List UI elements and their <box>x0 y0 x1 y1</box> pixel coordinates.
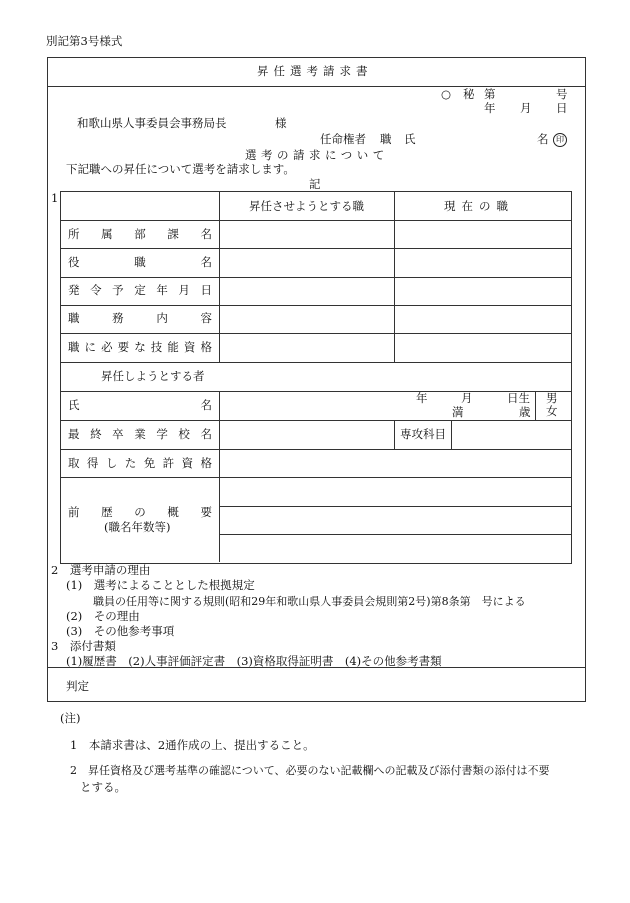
major-label: 専攻科目 <box>400 427 446 441</box>
dai-label: 第 <box>484 87 496 101</box>
history-label: 前歴の概要 <box>68 505 212 519</box>
addressee-name: 和歌山県人事委員会事務局長 <box>77 116 227 130</box>
license-label: 取得した免許資格 <box>68 456 212 470</box>
person-header: 昇任しようとする者 <box>101 369 205 383</box>
section2-item3: (3) その他参考事項 <box>66 624 175 638</box>
section3-items: (1)履歴書 (2)人事評価評定書 (3)資格取得証明書 (4)その他参考書類 <box>66 654 442 668</box>
table-rule <box>60 391 571 392</box>
name-label: 氏名 <box>68 398 212 412</box>
table-rule <box>60 333 571 334</box>
table-col-rule <box>394 420 395 449</box>
go-label: 号 <box>556 87 568 101</box>
table-col-rule <box>219 191 220 362</box>
table-col-rule <box>451 420 452 449</box>
table-rule <box>60 248 571 249</box>
note-2-line1: 2 昇任資格及び選考基準の確認について、必要のない記載欄への記載及び添付書類の添付は不要 <box>70 764 550 777</box>
note-2-line2: とする。 <box>80 780 126 794</box>
date-year: 年 <box>484 101 496 115</box>
section2-item1-detail: 職員の任用等に関する規則(昭和29年和歌山県人事委員会規則第2号)第8条第 号による <box>93 595 526 608</box>
form-label: 別記第3号様式 <box>46 34 123 48</box>
col-current-header: 現在の職 <box>444 199 514 213</box>
row-label-department: 所属部課名 <box>68 227 212 241</box>
note-1: 1 本請求書は、2通作成の上、提出すること。 <box>70 738 315 752</box>
section3-heading: 3 添付書類 <box>51 639 116 653</box>
section1-number: 1 <box>51 191 59 205</box>
section2-item2: (2) その理由 <box>66 609 140 623</box>
seal-mark: 印 <box>553 133 567 147</box>
form-title: 昇任選考請求書 <box>257 64 373 78</box>
table-col-rule <box>535 391 536 420</box>
table-rule <box>60 449 571 450</box>
requester-role: 任命権者 <box>320 132 366 146</box>
table-rule <box>60 220 571 221</box>
subject: 選考の請求について <box>245 148 389 162</box>
table-rule <box>60 362 571 363</box>
age-suffix: 歳 <box>519 405 531 419</box>
row-label-appointment-date: 発令予定年月日 <box>68 283 212 297</box>
row-label-skills: 職に必要な技能資格 <box>68 340 212 354</box>
history-sublabel: (職名年数等) <box>104 520 171 534</box>
intro-text: 下記職への昇任について選考を請求します。 <box>66 162 295 176</box>
table-rule <box>219 506 571 507</box>
row-label-title: 役職名 <box>68 255 212 269</box>
requester-position: 職 <box>380 132 392 146</box>
table-rule <box>60 420 571 421</box>
table-rule <box>60 277 571 278</box>
school-label: 最終卒業学校名 <box>68 427 212 441</box>
section2-heading: 2 選考申請の理由 <box>51 563 151 577</box>
sex-male: 男 <box>546 391 558 405</box>
notes-heading: (注) <box>60 711 81 725</box>
circle-mark: ○ <box>441 87 452 101</box>
birth-day: 日生 <box>507 391 530 405</box>
col-promotion-header: 昇任させようとする職 <box>249 199 364 213</box>
date-month: 月 <box>520 101 532 115</box>
requester-name-char: 名 <box>537 132 549 146</box>
row-label-duties: 職務内容 <box>68 311 212 325</box>
table-rule <box>60 477 571 478</box>
table-rule <box>219 534 571 535</box>
age-full: 満 <box>452 405 464 419</box>
table-col-rule <box>219 391 220 562</box>
section2-item1: (1) 選考によることとした根拠規定 <box>66 578 255 592</box>
table-col-rule <box>394 191 395 362</box>
birth-month: 月 <box>461 391 473 405</box>
ki-mark: 記 <box>309 177 321 191</box>
judgment-label: 判定 <box>66 679 89 693</box>
title-divider <box>47 86 585 87</box>
secret-mark: 秘 <box>463 87 475 101</box>
date-day: 日 <box>556 101 568 115</box>
table-rule <box>60 305 571 306</box>
birth-year: 年 <box>416 391 428 405</box>
requester-surname-char: 氏 <box>404 132 416 146</box>
addressee-honorific: 様 <box>275 116 287 130</box>
sex-female: 女 <box>546 404 558 418</box>
